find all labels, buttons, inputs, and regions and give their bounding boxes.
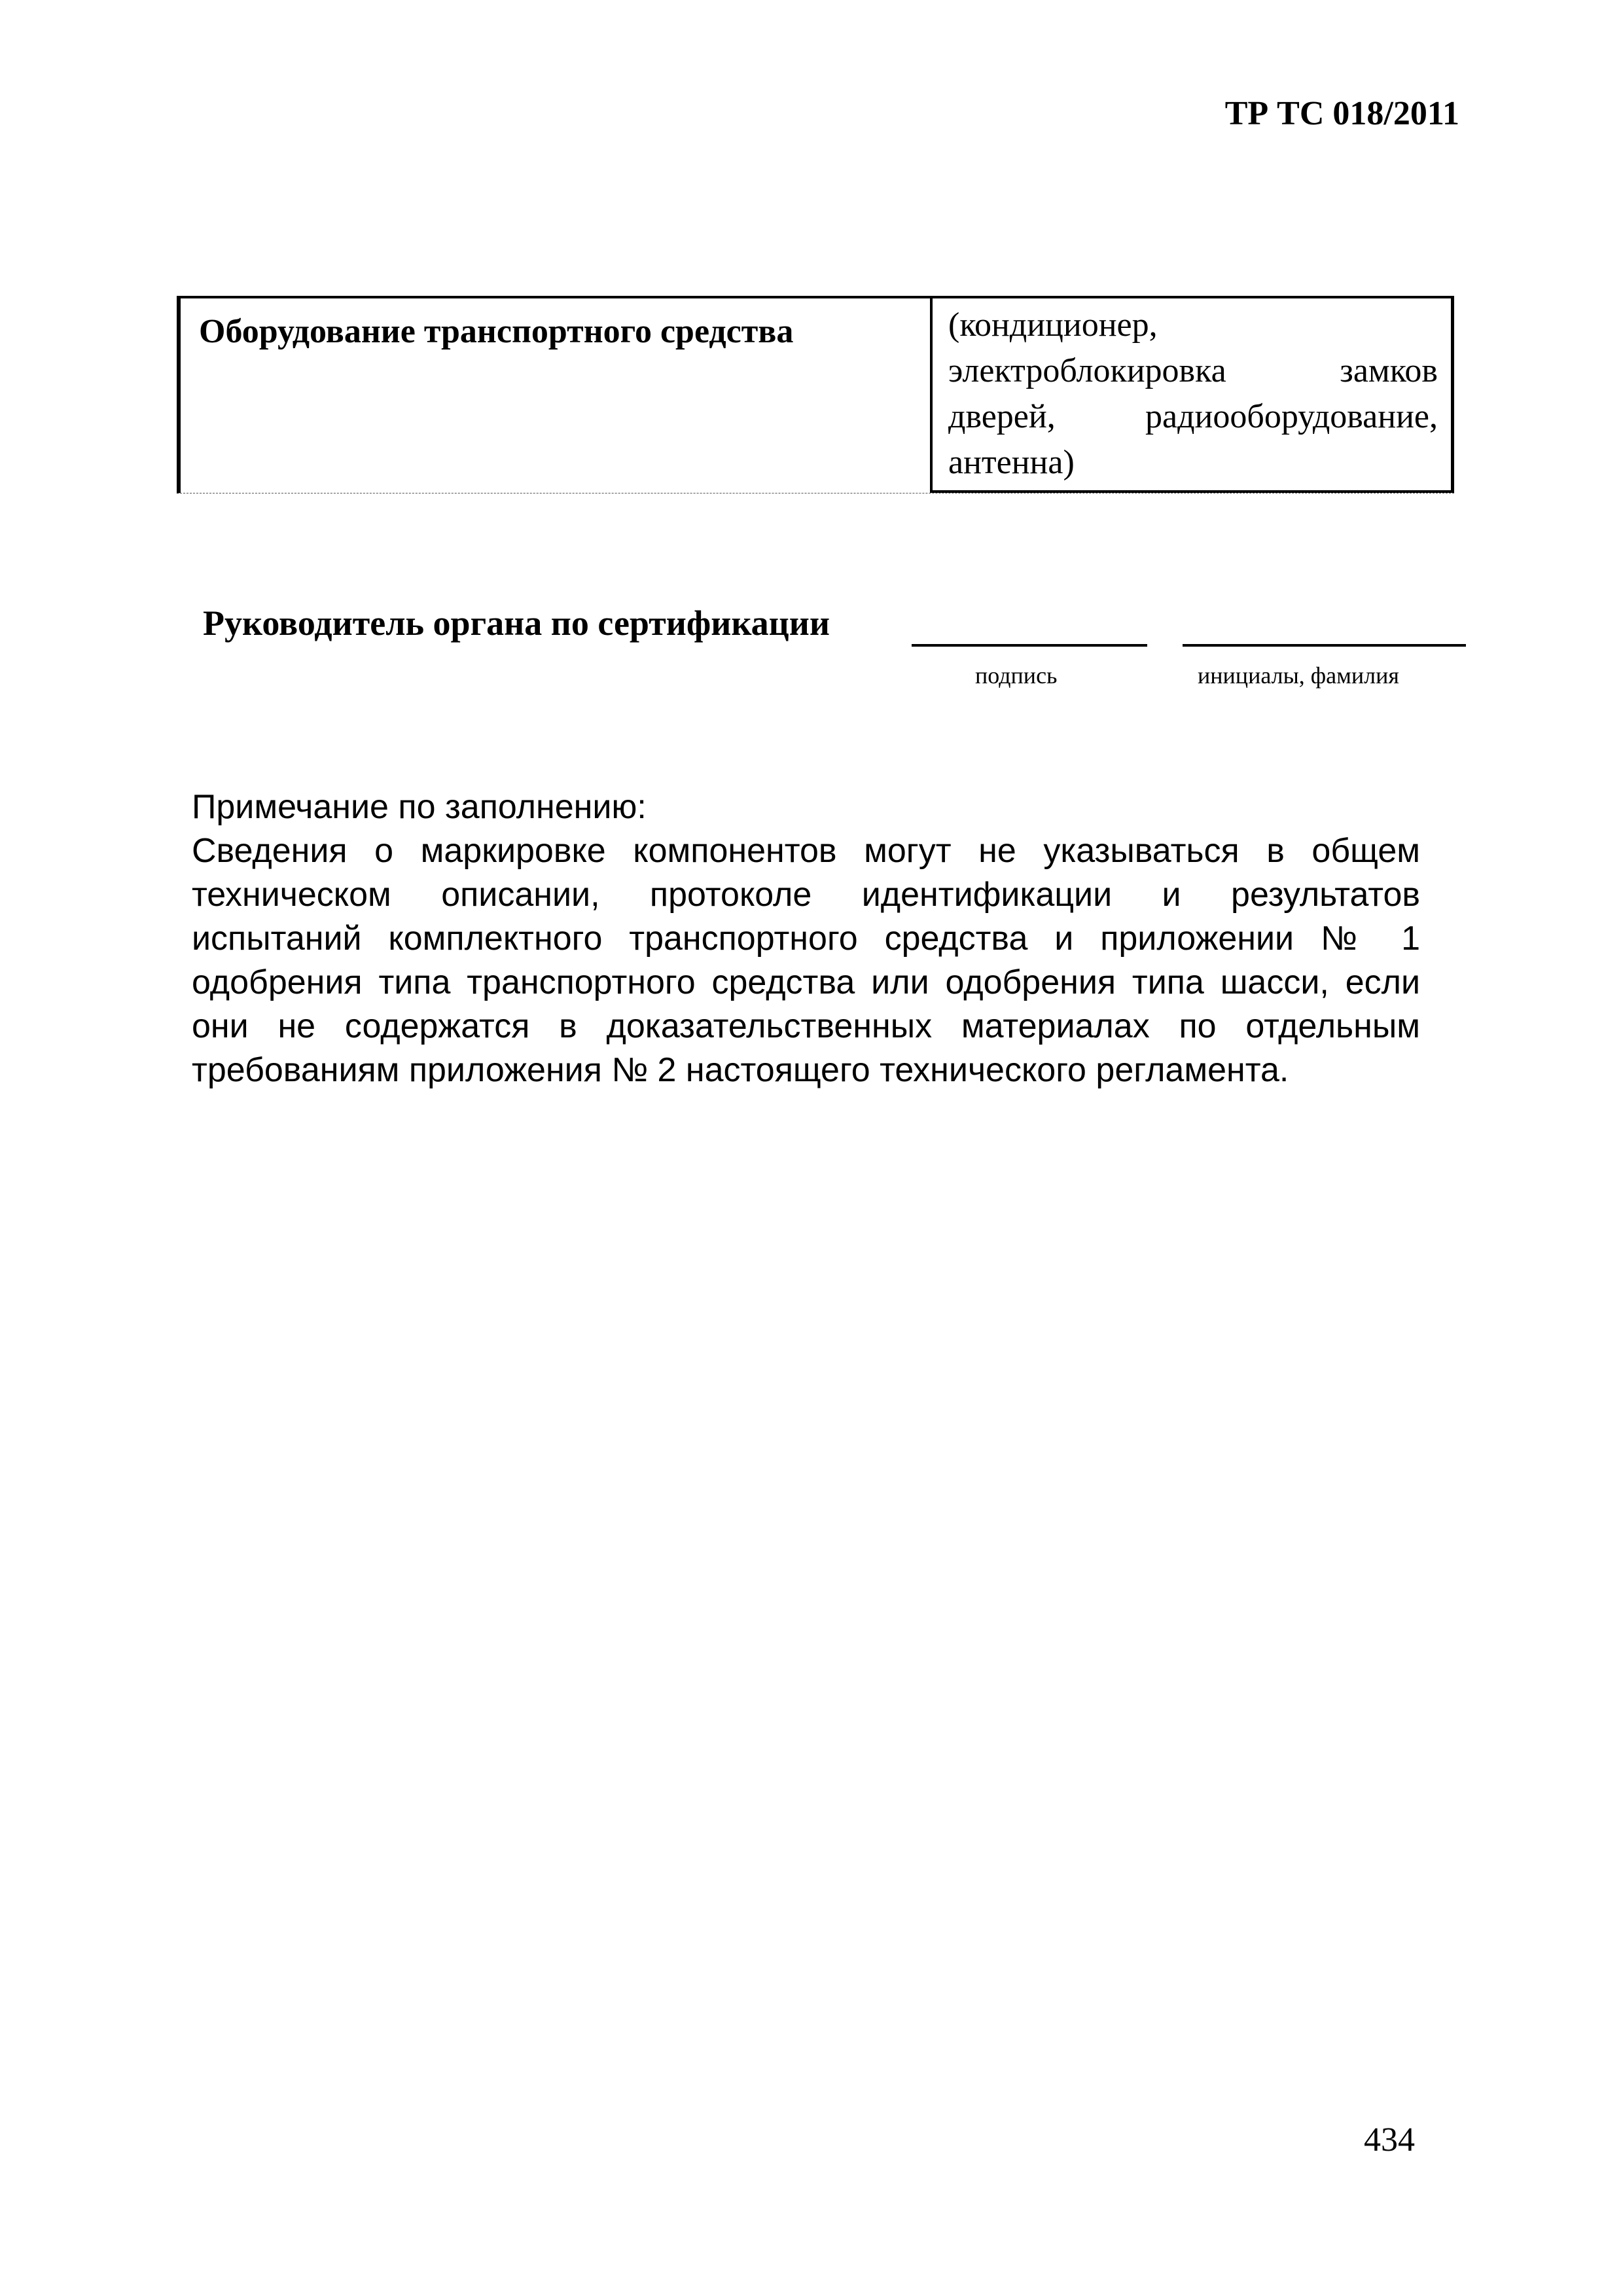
note-line: требованиям приложения № 2 настоящего технического регламента. (192, 1051, 1289, 1089)
equipment-value-line: дверей, радиооборудование, (948, 398, 1438, 435)
equipment-value (930, 298, 1454, 493)
filling-note (192, 785, 1420, 1092)
note-line: одобрения типа транспортного средства или одобрения типа шасси, если (192, 963, 1420, 1001)
signature-line (912, 644, 1147, 647)
signature-block (203, 597, 1466, 656)
equipment-label: Оборудование транспортного средства (199, 313, 794, 350)
document-code: ТР ТС 018/2011 (1224, 95, 1459, 132)
equipment-value-line: (кондиционер, (948, 306, 1158, 344)
note-line: техническом описании, протоколе идентификации и результатов (192, 876, 1420, 914)
note-line: они не содержатся в доказательственных материалах по отдельным (192, 1007, 1420, 1045)
signature-caption: подпись (975, 662, 1058, 689)
name-line (1183, 644, 1466, 647)
equipment-value-line: электроблокировка замков (948, 352, 1438, 389)
note-body (192, 829, 1420, 1092)
equipment-value-line: антенна) (948, 444, 1075, 481)
note-line: испытаний комплектного транспортного средства и приложении № 1 (192, 920, 1420, 958)
certification-head-label: Руководитель органа по сертификации (203, 603, 830, 643)
note-title: Примечание по заполнению: (192, 788, 647, 826)
name-caption: инициалы, фамилия (1198, 662, 1399, 689)
equipment-table (177, 296, 1454, 493)
note-line: Сведения о маркировке компонентов могут не указываться в общем (192, 832, 1420, 870)
page-number: 434 (1364, 2121, 1415, 2159)
